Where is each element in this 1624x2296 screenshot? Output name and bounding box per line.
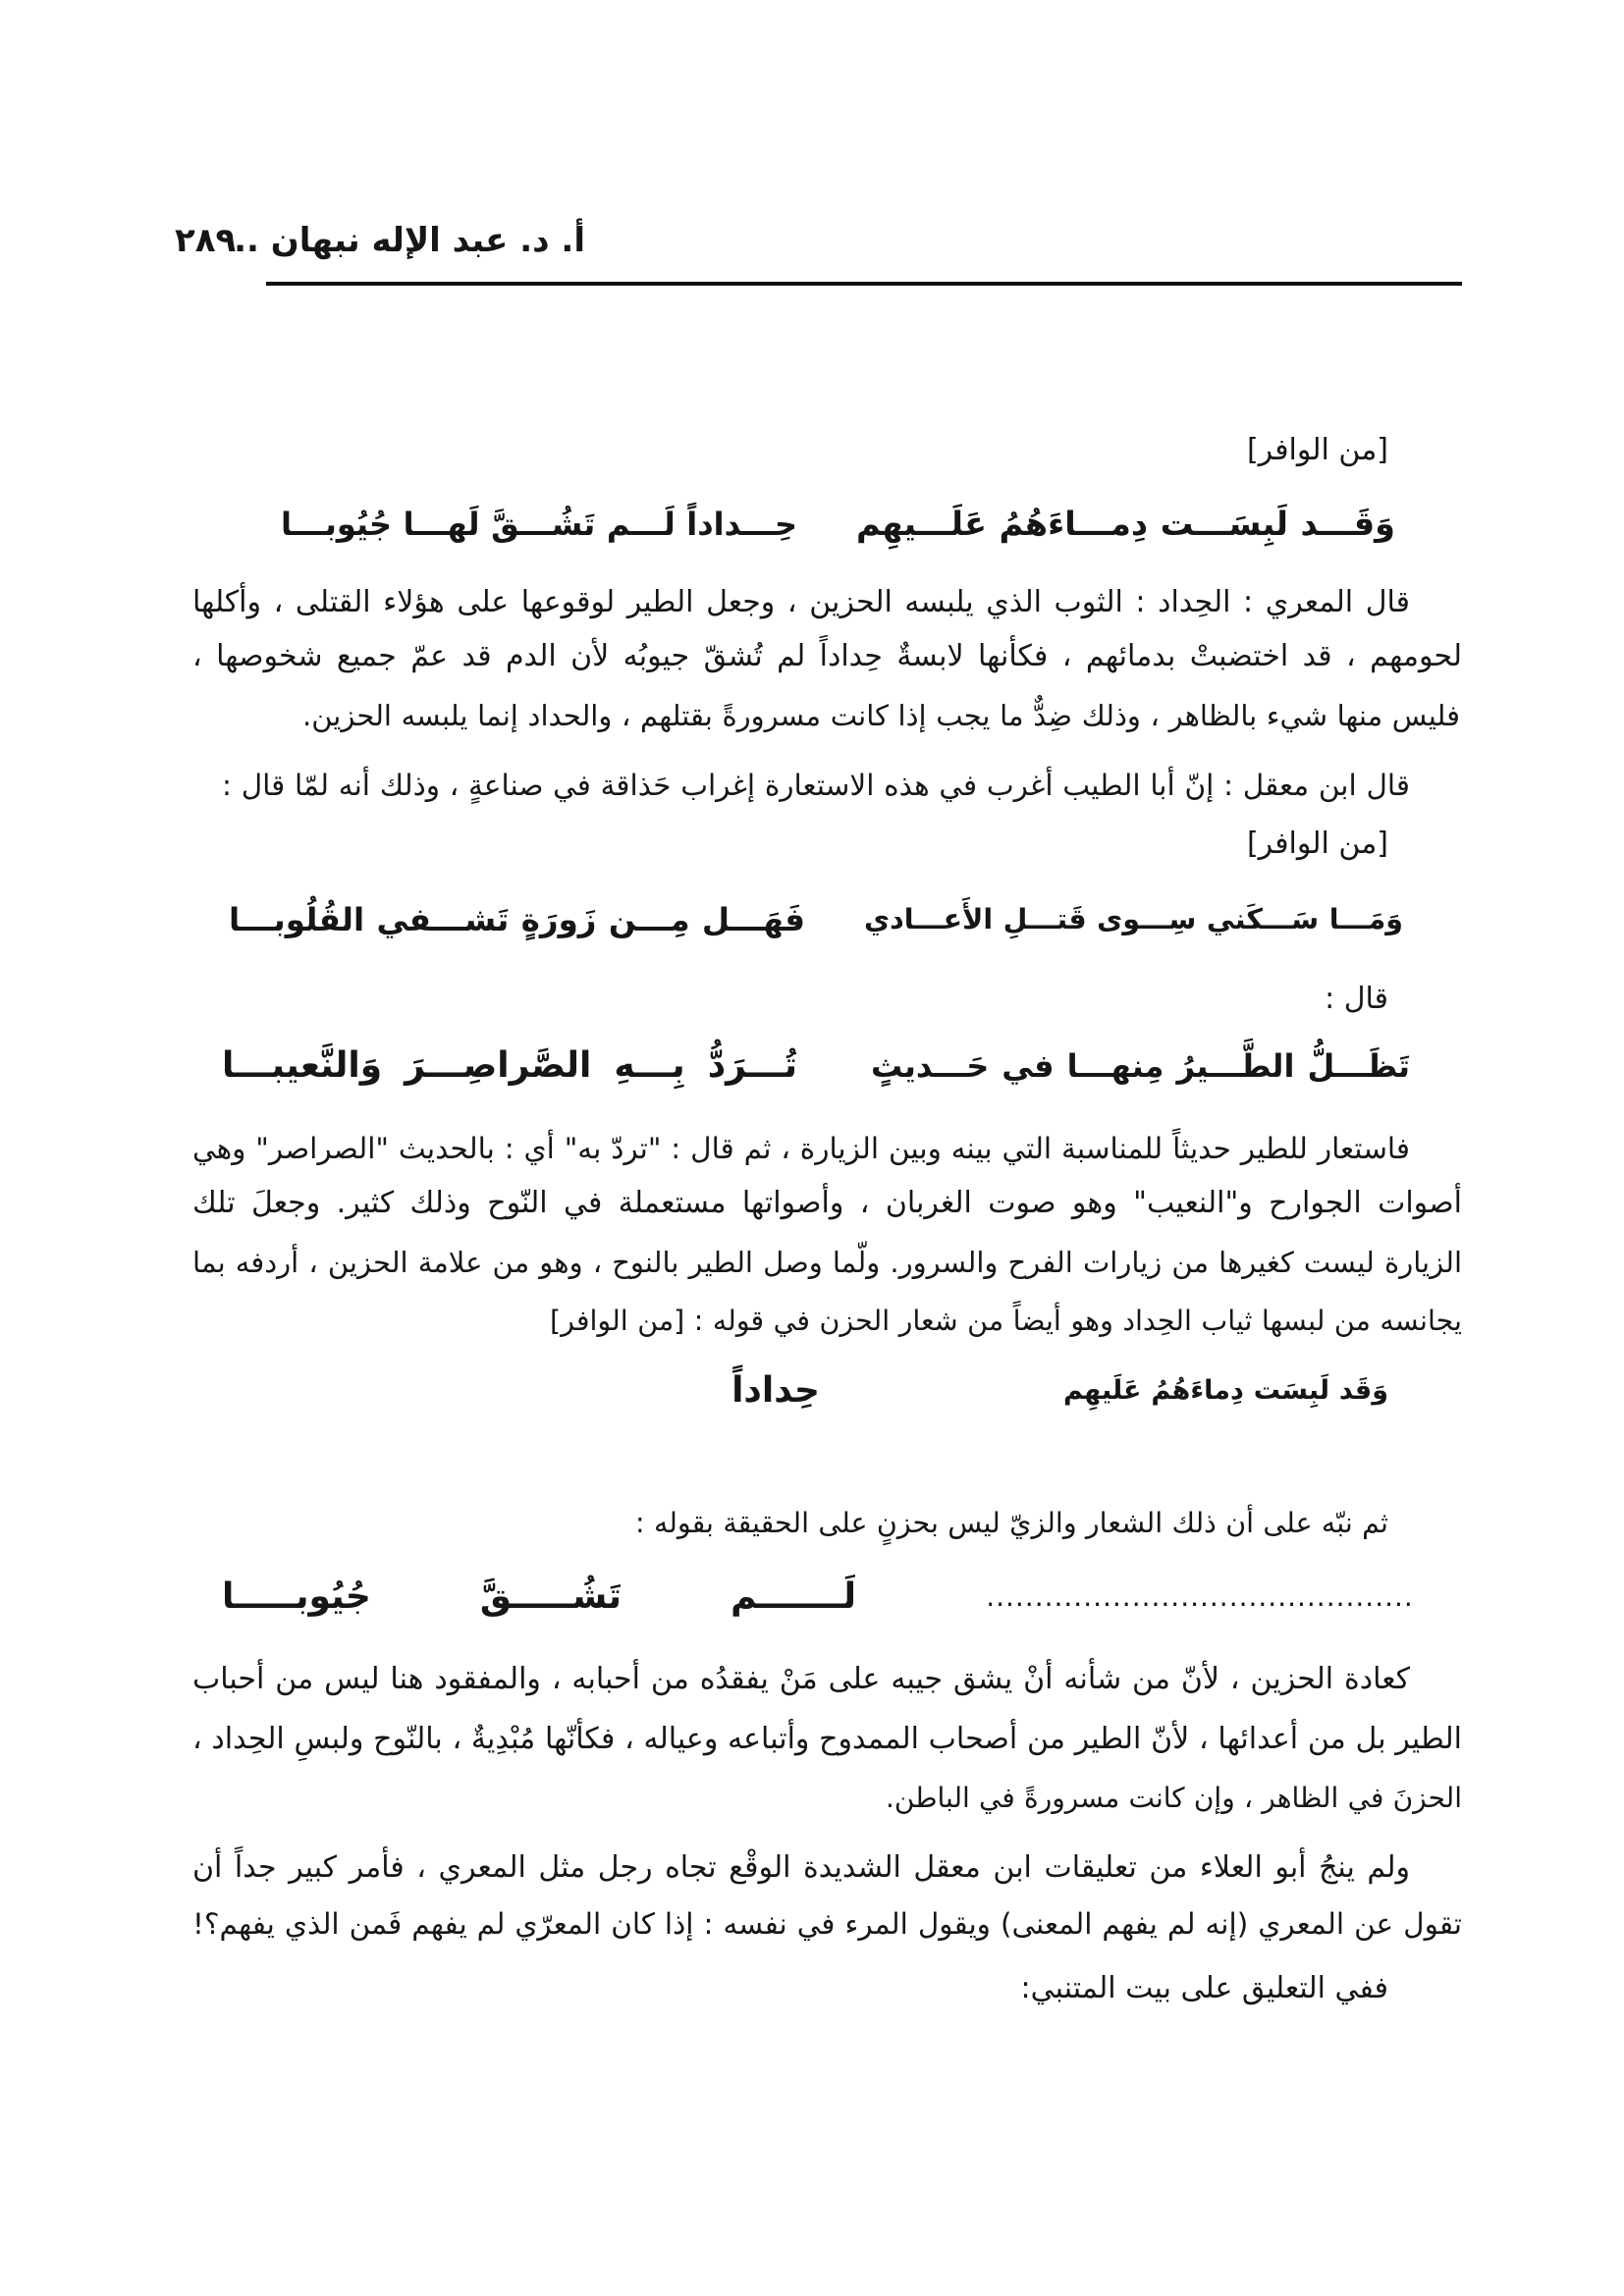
meter-label: [من الوافر] — [1246, 433, 1388, 467]
verse-second-hemistich: فَهَـــل مِـــن زَورَةٍ تَشـــفي القُلُوبـــا — [229, 901, 805, 938]
verse-omission-dots: ............................................ — [986, 1580, 1414, 1613]
quote-intro: ثم نبّه على أن ذلك الشعار والزيّ ليس بحزنٍ على الحقيقة بقوله : — [635, 1507, 1388, 1539]
paragraph-line: فاستعار للطير حديثاً للمناسبة التي بينه وبين الزيارة ، ثم قال : "تردّ به" أي : بالحديث "الصراصر" وهي — [192, 1132, 1410, 1165]
paragraph-line: تقول عن المعري (إنه لم يفهم المعنى) ويقول المرء في نفسه : إذا كان المعرّي لم يفهم فَمن الذي يفهم؟! — [192, 1907, 1462, 1941]
paragraph-line: ولم ينجُ أبو العلاء من تعليقات ابن معقل الشديدة الوقْع تجاه رجل مثل المعري ، فأمر كبير جداً أن — [192, 1850, 1410, 1885]
paragraph-line: أصوات الجوارح و"النعيب" وهو صوت الغربان ، وأصواتها مستعملة في النّوح وذلك كثير. وجعلَ تلك — [192, 1186, 1462, 1220]
paragraph-line: فليس منها شيء بالظاهر ، وذلك ضِدٌّ ما يجب إذا كانت مسرورةً بقتلهم ، والحداد إنما يلبسه الحزين. — [302, 699, 1460, 732]
verse-first-hemistich: وَمَـــا سَـــكَني سِـــوى قَتـــلِ الأَعـــادي — [864, 903, 1403, 935]
closing-line: ففي التعليق على بيت المتنبي: — [1020, 1971, 1388, 2005]
paragraph-line: قال المعري : الحِداد : الثوب الذي يلبسه الحزين ، وجعل الطير لوقوعها على هؤلاء القتلى ، وأكلها — [192, 585, 1410, 619]
paragraph-line: لحومهم ، قد اختضبتْ بدمائهم ، فكأنها لابسةٌ حِداداً لم تُشقّ جيوبُه لأن الدم قد عمّ جميع شخوصها ، — [192, 639, 1462, 673]
meter-label: [من الوافر] — [1246, 827, 1388, 861]
verse-second-hemistich: حِـــداداً لَـــم تَشُـــقَّ لَهـــا جُيُوبـــا — [281, 506, 797, 543]
author-name: أ. د. عبد الإله نبهان .. — [234, 221, 585, 260]
verse-first-hemistich: وَقَـــد لَبِسَـــت دِمـــاءَهُمُ عَلَـــيهِم — [856, 505, 1395, 543]
quote-intro: قال : — [1325, 982, 1388, 1016]
paragraph-line: الحزنَ في الظاهر ، وإن كانت مسرورةً في الباطن. — [886, 1782, 1462, 1814]
verse-second-hemistich: لَـــــــم تَشُـــــقَّ جُيُوبـــــا — [222, 1576, 856, 1617]
paragraph-line: قال ابن معقل : إنّ أبا الطيب أغرب في هذه الاستعارة إغراب حَذاقة في صناعةٍ ، وذلك أنه لمّا قال : — [222, 769, 1410, 802]
verse-second-hemistich: حِداداً — [731, 1370, 820, 1411]
paragraph-line: الطير بل من أعدائها ، لأنّ الطير من أصحاب الممدوح وأتباعه وعياله ، فكأنّها مُبْدِيةٌ ، بالنّوح ولبسِ الحِداد ، — [192, 1722, 1462, 1756]
header-rule — [266, 282, 1462, 286]
page-number: ٢٨٩ — [175, 221, 237, 260]
verse-second-hemistich: تُـــرَدُّ بِـــهِ الصَّراصِـــرَ وَالنَّعيبـــا — [222, 1045, 797, 1086]
paragraph-line: الزيارة ليست كغيرها من زيارات الفرح والسرور. ولّما وصل الطير بالنوح ، وهو من علامة الحزين ، أردفه بما — [192, 1246, 1462, 1279]
verse-first-hemistich: تَظَـــلُّ الطَّـــيرُ مِنهـــا في حَـــديثٍ — [871, 1047, 1410, 1085]
paragraph-line: يجانسه من لبسها ثياب الحِداد وهو أيضاً من شعار الحزن في قوله : [من الوافر] — [550, 1305, 1462, 1337]
paragraph-line: كعادة الحزين ، لأنّ من شأنه أنْ يشق جيبه على مَنْ يفقدُه من أحبابه ، والمفقود هنا ليس من أحباب — [192, 1662, 1410, 1696]
verse-first-hemistich: وَقَد لَبِسَت دِماءَهُمُ عَلَيهِم — [1063, 1375, 1388, 1406]
